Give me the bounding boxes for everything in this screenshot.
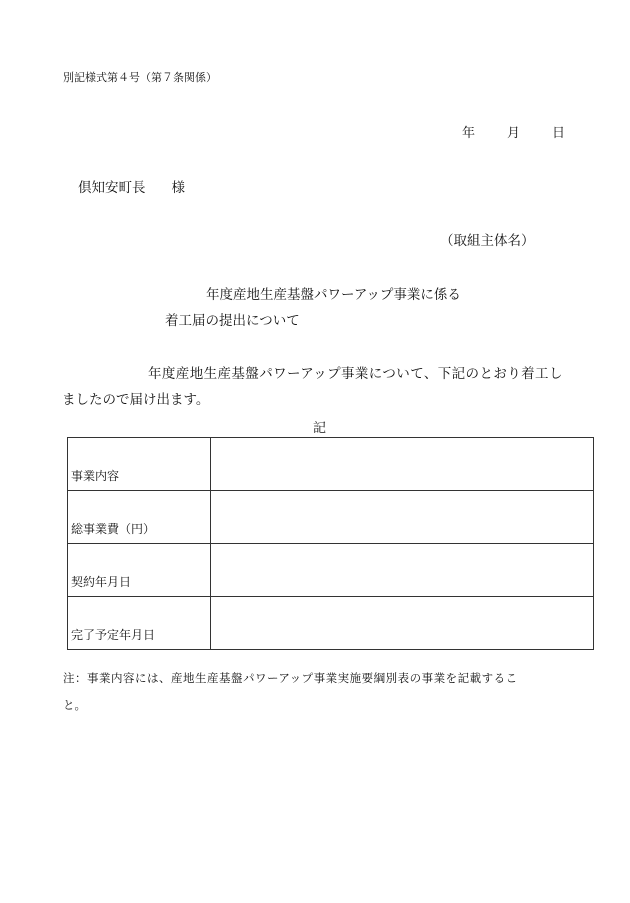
addressee-honorific: 様 bbox=[171, 180, 185, 196]
total-cost-field[interactable] bbox=[211, 491, 594, 544]
table-row-label bbox=[68, 597, 211, 650]
table-row bbox=[68, 438, 594, 491]
applicant-label: （取組主体名） bbox=[440, 233, 535, 249]
project-content-label: 事業内容 bbox=[71, 469, 120, 483]
ki-heading: 記 bbox=[313, 421, 327, 436]
table-row-label bbox=[68, 438, 211, 491]
records-table bbox=[67, 437, 594, 650]
completion-date-field[interactable] bbox=[211, 597, 594, 650]
document-title-line-1: 年度産地生産基盤パワーアップ事業に係る bbox=[206, 287, 461, 303]
date-month-label: 月 bbox=[507, 126, 521, 141]
date-line bbox=[462, 122, 565, 141]
note-line-1: 注：事業内容には、産地生産基盤パワーアップ事業実施要綱別表の事業を記載するこ bbox=[63, 671, 518, 685]
note-line-2: と。 bbox=[63, 698, 86, 712]
total-cost-label: 総事業費（円） bbox=[71, 522, 156, 536]
date-year-label: 年 bbox=[462, 126, 476, 141]
table-row bbox=[68, 544, 594, 597]
contract-date-label: 契約年月日 bbox=[71, 575, 132, 589]
table-row bbox=[68, 491, 594, 544]
date-day-label: 日 bbox=[552, 126, 566, 141]
form-number: 別記様式第４号（第７条関係） bbox=[63, 71, 217, 84]
table-row-label bbox=[68, 491, 211, 544]
addressee bbox=[78, 176, 185, 196]
body-text-line-1: 年度産地生産基盤パワーアップ事業について、下記のとおり着工し bbox=[148, 366, 563, 382]
addressee-name: 倶知安町長 bbox=[78, 180, 146, 196]
body-text-line-2: ましたので届け出ます。 bbox=[62, 392, 210, 408]
project-content-field[interactable] bbox=[211, 438, 594, 491]
table-row-label bbox=[68, 544, 211, 597]
table-row bbox=[68, 597, 594, 650]
contract-date-field[interactable] bbox=[211, 544, 594, 597]
document-title-line-2: 着工届の提出について bbox=[165, 313, 300, 329]
completion-date-label: 完了予定年月日 bbox=[71, 628, 156, 642]
